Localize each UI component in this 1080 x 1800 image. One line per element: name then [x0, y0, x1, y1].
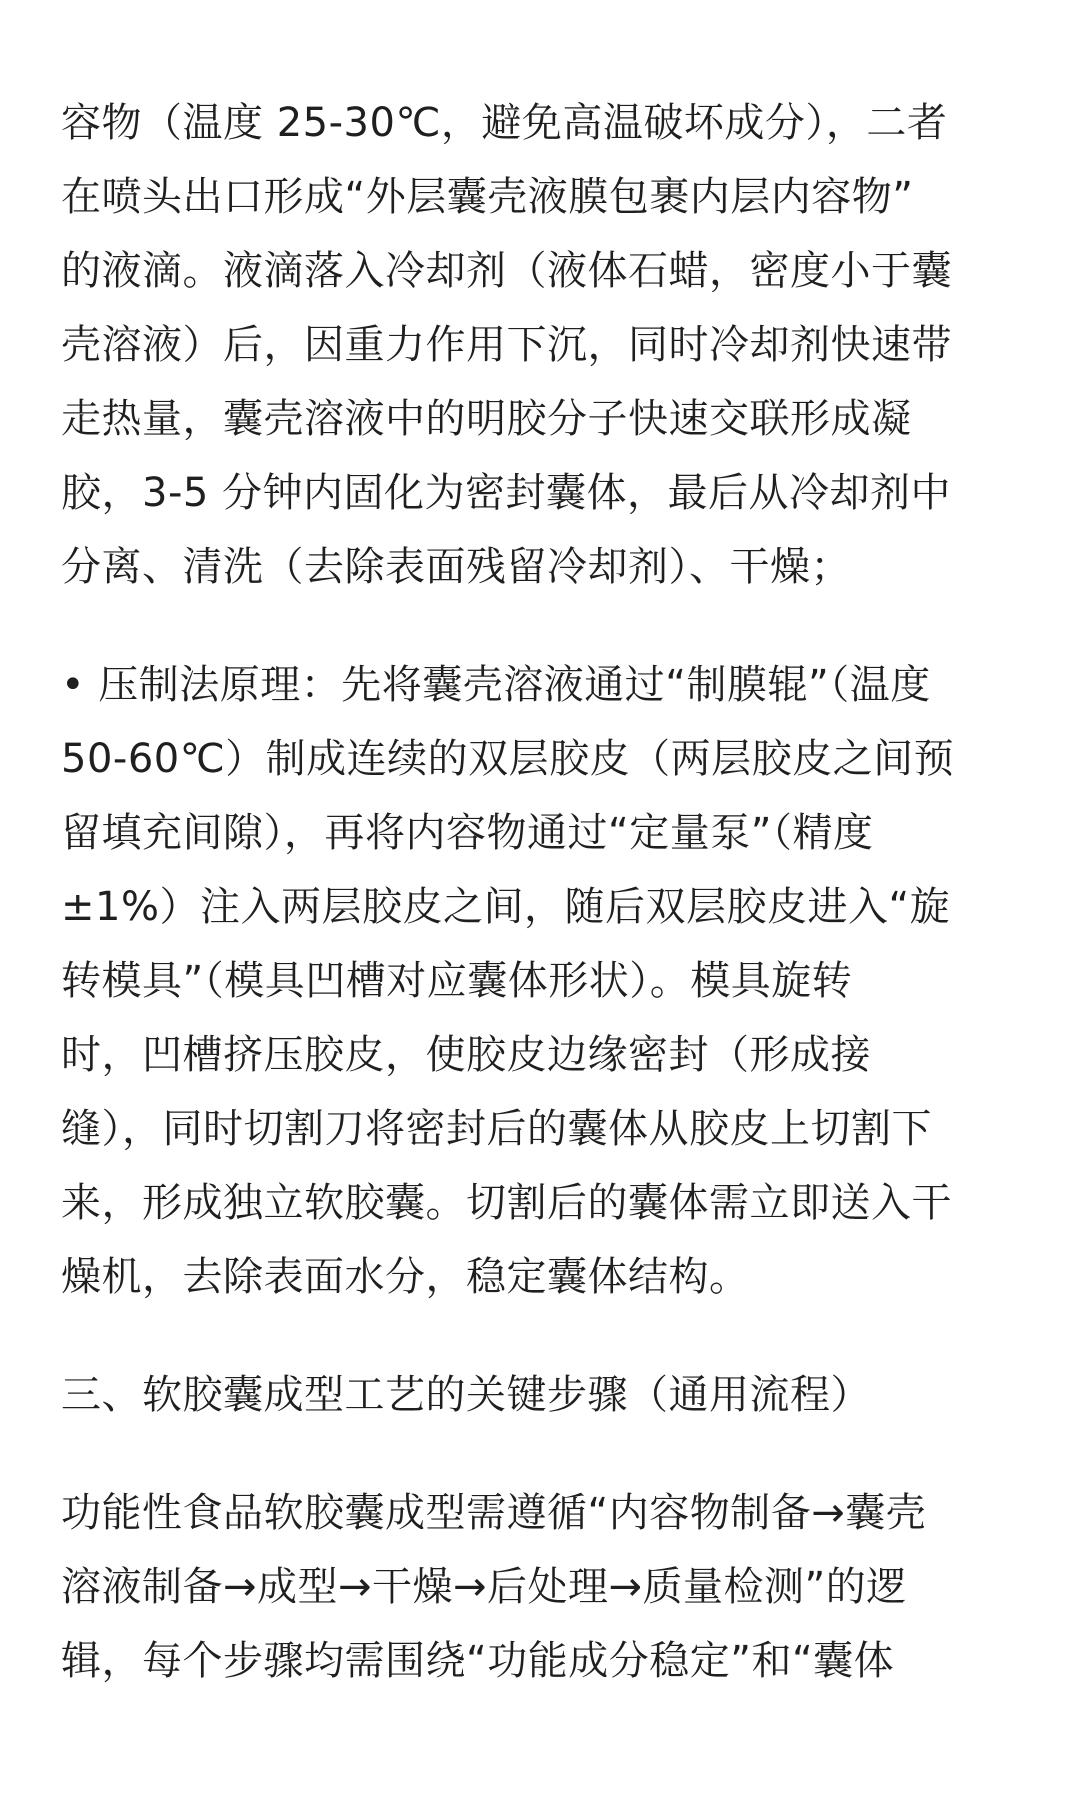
section-heading — [61, 1358, 1021, 1432]
paragraph-process-overview — [61, 1476, 1021, 1698]
text-line: 溶液制备→成型→干燥→后处理→质量检测”的逻 — [61, 1564, 907, 1610]
text-line: 来，形成独立软胶囊。切割后的囊体需立即送入干 — [61, 1180, 952, 1226]
text-line: 胶，3-5 分钟内固化为密封囊体，最后从冷却剂中 — [61, 470, 952, 516]
text-line: 留填充间隙），再将内容物通过“定量泵”（精度 — [61, 810, 874, 856]
text-line: 50-60℃）制成连续的双层胶皮（两层胶皮之间预 — [61, 736, 955, 782]
text-line: 走热量，囊壳溶液中的明胶分子快速交联形成凝 — [61, 396, 912, 442]
text-line: 缝），同时切割刀将密封后的囊体从胶皮上切割下 — [61, 1106, 932, 1152]
text-line: 壳溶液）后，因重力作用下沉，同时冷却剂快速带 — [61, 322, 952, 368]
text-line: 的液滴。液滴落入冷却剂（液体石蜡，密度小于囊 — [61, 248, 952, 294]
paragraph-dropping-method — [61, 86, 1021, 604]
article-body — [61, 86, 1021, 1698]
text-line: 转模具”（模具凹槽对应囊体形状）。模具旋转 — [61, 958, 853, 1004]
paragraph-pressing-method — [61, 648, 1021, 1314]
section-heading-text: 三、软胶囊成型工艺的关键步骤（通用流程） — [61, 1372, 871, 1418]
text-line: 功能性食品软胶囊成型需遵循“内容物制备→囊壳 — [61, 1490, 927, 1536]
text-line: 辑，每个步骤均需围绕“功能成分稳定”和“囊体 — [61, 1638, 895, 1684]
text-line: • 压制法原理：先将囊壳溶液通过“制膜辊”（温度 — [61, 662, 931, 708]
text-line: 分离、清洗（去除表面残留冷却剂）、干燥； — [61, 544, 851, 590]
text-line: 在喷头出口形成“外层囊壳液膜包裹内层内容物” — [61, 174, 914, 220]
text-line: 容物（温度 25-30℃，避免高温破坏成分），二者 — [61, 100, 948, 146]
text-line: 燥机，去除表面水分，稳定囊体结构。 — [61, 1254, 750, 1300]
text-line: 时，凹槽挤压胶皮，使胶皮边缘密封（形成接 — [61, 1032, 871, 1078]
text-line: ±1%）注入两层胶皮之间，随后双层胶皮进入“旋 — [61, 884, 951, 930]
